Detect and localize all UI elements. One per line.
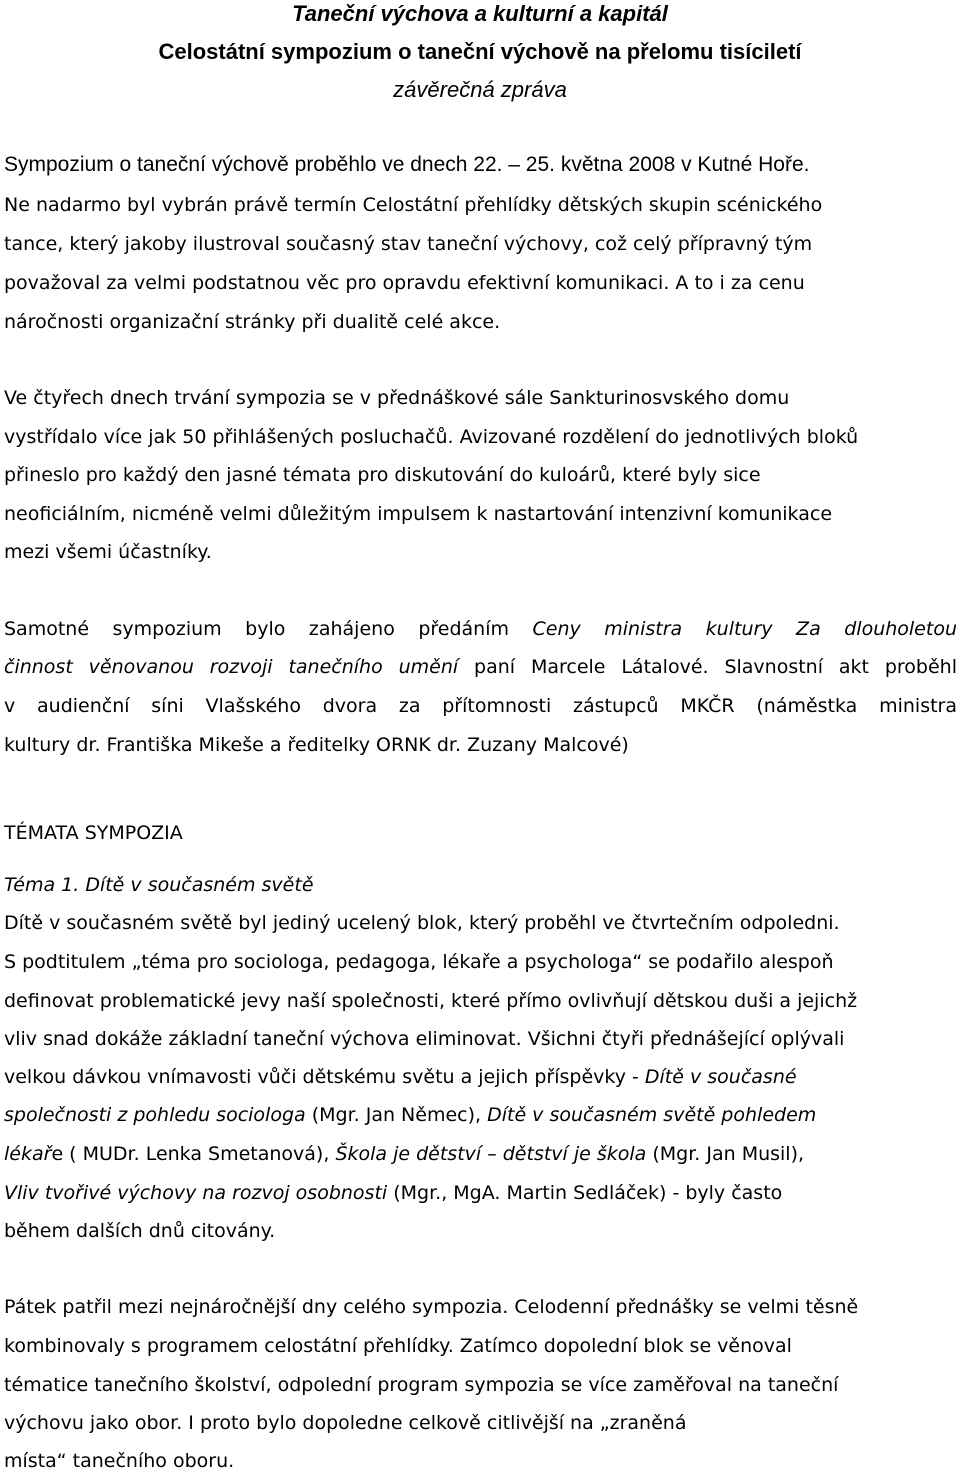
document-subtitle: Celostátní sympozium o taneční výchově na přelomu tisíciletí	[158, 39, 802, 64]
topic1-label: Téma 1.	[4, 874, 80, 896]
lecture-title: lékař	[4, 1143, 52, 1165]
topic1-text: velkou dávkou vnímavosti vůči dětskému světu a jejich příspěvky -	[4, 1066, 645, 1088]
intro-line: považoval za velmi podstatnou věc pro opravdu efektivní komunikaci. A to i za cenu	[4, 272, 805, 294]
award-name: činnost věnovanou rozvoji tanečního umění	[4, 656, 459, 678]
topic1-text: (Mgr., MgA. Martin Sedláček) - byly často	[387, 1182, 783, 1204]
topic1-text: e ( MUDr. Lenka Smetanová),	[51, 1143, 336, 1165]
friday-line: Pátek patřil mezi nejnáročnější dny celého sympozia. Celodenní přednášky se velmi těsně	[4, 1296, 859, 1318]
topic1-heading	[4, 872, 314, 898]
topic1-line: S podtitulem „téma pro sociologa, pedagoga, lékaře a psychologa“ se podařilo alespoň	[4, 951, 834, 973]
para3-text: Slavnostní akt proběhl	[708, 656, 958, 678]
document-title: Taneční výchova a kulturní a kapitál	[292, 1, 668, 26]
para2-line: neoficiálním, nicméně velmi důležitým impulsem k nastartování intenzivní komunikace	[4, 503, 833, 525]
topic1-line: vliv snad dokáže základní taneční výchova eliminovat. Všichni čtyři přednášející oplývali	[4, 1028, 845, 1050]
para3-line	[4, 616, 957, 642]
friday-text: I proto bylo dopoledne celkově citlivější na „zraněná	[182, 1412, 687, 1434]
para3-line	[4, 654, 957, 680]
topic1-text: (Mgr. Jan Němec),	[305, 1104, 488, 1126]
lecture-title: Dítě v současné	[644, 1066, 797, 1088]
topic1-line: Dítě v současném světě byl jediný ucelený blok, který proběhl ve čtvrtečním odpoledni.	[4, 912, 840, 934]
para2-line: vystřídalo více jak 50 přihlášených posluchačů. Avizované rozdělení do jednotlivých bloků	[4, 426, 859, 448]
friday-line	[4, 1410, 686, 1436]
friday-text: výchovu jako obor.	[4, 1412, 183, 1434]
award-name: Ceny ministra kultury Za dlouholetou	[532, 618, 957, 640]
lecture-title: Dítě v současném světě pohledem	[487, 1104, 817, 1126]
report-type-label: závěrečná zpráva	[393, 77, 567, 102]
intro-date-line: Sympozium o taneční výchově proběhlo ve dnech 22. – 25. května 2008 v Kutné Hoře.	[4, 153, 810, 176]
topic1-title: Dítě v současném světě	[85, 874, 314, 896]
lecture-title: společnosti z pohledu sociologa	[4, 1104, 306, 1126]
topic1-line: během dalších dnů citovány.	[4, 1220, 276, 1242]
friday-line: kombinovaly s programem celostátní přehlídky. Zatímco dopolední blok se věnoval	[4, 1335, 792, 1357]
intro-line: Ne nadarmo byl vybrán právě termín Celostátní přehlídky dětských skupin scénického	[4, 194, 823, 216]
topic1-line	[4, 1180, 782, 1206]
topic1-line: definovat problematické jevy naší společnosti, které přímo ovlivňují dětskou duši a jejichž	[4, 990, 858, 1012]
para3-line: v audienční síni Vlašského dvora za přítomnosti zástupců MKČR (náměstka ministra	[4, 695, 957, 717]
topic1-text: (Mgr. Jan Musil),	[646, 1143, 805, 1165]
para3-text: paní Marcele Látalové.	[458, 656, 709, 678]
para2-line: mezi všemi účastníky.	[4, 541, 212, 563]
para2-line: přineslo pro každý den jasné témata pro diskutování do kuloárů, které byly sice	[4, 464, 761, 486]
intro-line: tance, který jakoby ilustroval současný stav taneční výchovy, což celý přípravný tým	[4, 233, 813, 255]
para3-text: Samotné sympozium bylo zahájeno předáním	[4, 618, 533, 640]
lecture-title: Škola je dětství – dětství je škola	[335, 1143, 647, 1165]
topics-heading: TÉMATA SYMPOZIA	[4, 822, 183, 844]
friday-line: místa“ tanečního oboru.	[4, 1450, 235, 1472]
topic1-line	[4, 1064, 797, 1090]
para2-line: Ve čtyřech dnech trvání sympozia se v přednáškové sále Sankturinosvského domu	[4, 387, 790, 409]
lecture-title: Vliv tvořivé výchovy na rozvoj osobnosti	[4, 1182, 388, 1204]
topic1-line	[4, 1102, 816, 1128]
topic1-line	[4, 1141, 804, 1167]
intro-line: náročnosti organizační stránky při dualitě celé akce.	[4, 311, 501, 333]
para3-line: kultury dr. Františka Mikeše a ředitelky ORNK dr. Zuzany Malcové)	[4, 734, 629, 756]
friday-line: tématice tanečního školství, odpolední program sympozia se více zaměřoval na taneční	[4, 1374, 839, 1396]
